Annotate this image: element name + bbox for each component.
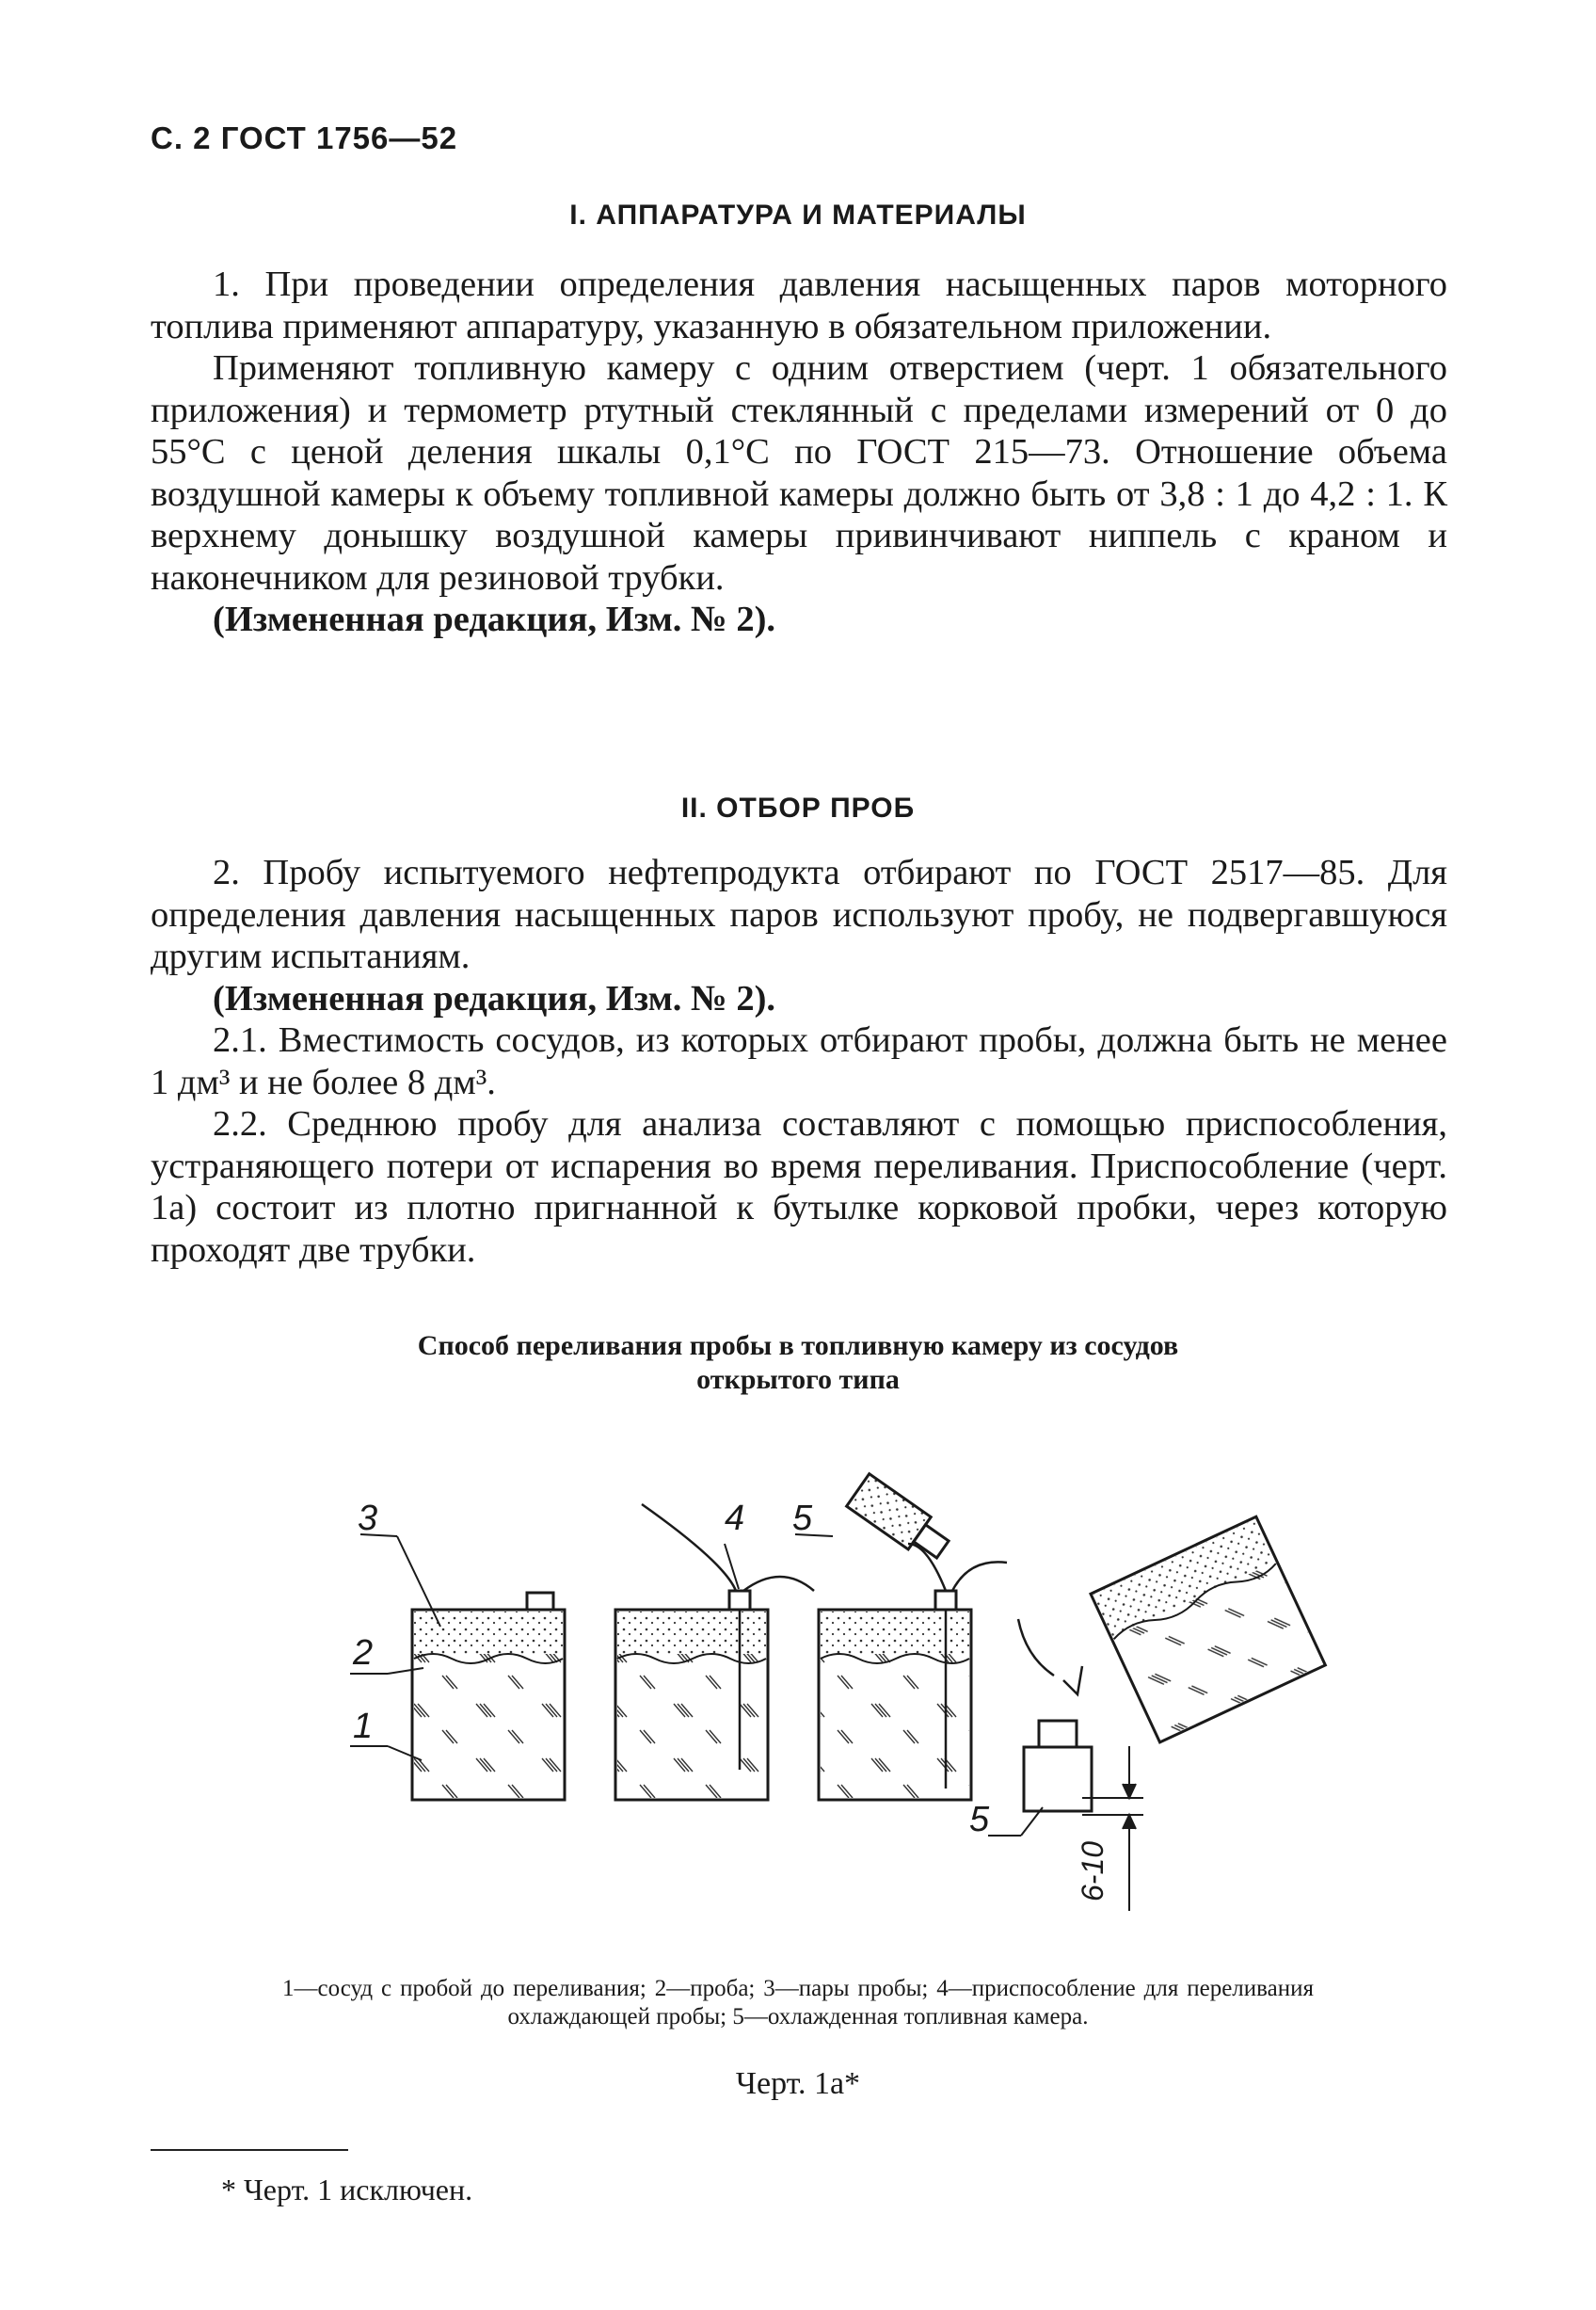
- section-title-apparatus: I. АППАРАТУРА И МАТЕРИАЛЫ: [569, 200, 1027, 231]
- vessel-1: [412, 1593, 565, 1800]
- figure-title-line-1: Способ переливания пробы в топливную камеру из сосудов: [417, 1330, 1179, 1361]
- label-1: 1: [353, 1707, 374, 1746]
- paragraph-2-1: 2.1. Вместимость сосудов, из которых отбирают пробы, должна быть не менее 1 дм³ и не более 8 дм³.: [151, 1020, 1447, 1102]
- figure-caption: 1—сосуд с пробой до переливания; 2—проба; 3—пары пробы; 4—приспособление для переливания охлаждающей пробы; 5—охлажденная топливная камера.: [282, 1976, 1314, 2029]
- label-4: 4: [725, 1499, 745, 1538]
- label-5-bottom: 5: [969, 1800, 990, 1839]
- figure-title-line-2: открытого типа: [696, 1364, 900, 1395]
- footnote: * Черт. 1 исключен.: [221, 2173, 473, 2206]
- vessel-3: [819, 1474, 1007, 1800]
- tilted-vessel: [1091, 1516, 1325, 1742]
- label-3: 3: [358, 1499, 378, 1538]
- label-2: 2: [353, 1633, 374, 1673]
- section-apparatus-body: [151, 264, 1447, 641]
- figure-label: Черт. 1а*: [735, 2066, 861, 2101]
- section-sampling-body: [151, 852, 1447, 1271]
- section-title-sampling: II. ОТБОР ПРОБ: [680, 793, 916, 824]
- cooled-chamber-top: [847, 1474, 954, 1565]
- pouring-diagram: [0, 1450, 1596, 1939]
- connector-tube: [1063, 1666, 1082, 1694]
- paragraph-2: 2. Пробу испытуемого нефтепродукта отбирают по ГОСТ 2517—85. Для определения давления насыщенных паров используют пробу, не подвергавшуюся другим испытаниям.: [151, 853, 1447, 976]
- paragraph-1: 1. При проведении определения давления насыщенных паров моторного топлива применяют аппаратуру, указанную в обязательном приложении.: [151, 265, 1447, 346]
- label-5-top: 5: [792, 1499, 813, 1538]
- dimension-label: 6-10: [1076, 1840, 1109, 1901]
- amendment-note: (Измененная редакция, Изм. № 2).: [213, 600, 776, 639]
- page-header: С. 2 ГОСТ 1756—52: [151, 120, 458, 155]
- amendment-note: (Измененная редакция, Изм. № 2).: [213, 978, 776, 1019]
- vessel-2: [615, 1504, 814, 1800]
- cooled-chamber: [1024, 1721, 1092, 1811]
- paragraph-2-2: 2.2. Среднюю пробу для анализа составляют с помощью приспособления, устраняющего потери от испарения во время переливания. Приспособление (черт. 1а) состоит из плотно пригнанной к бутылке корковой пробки, через которую проходят две трубки.: [151, 1104, 1447, 1270]
- figure-title: [0, 1329, 1596, 1397]
- footnote-divider: [151, 2149, 348, 2151]
- paragraph-1-apparatus: Применяют топливную камеру с одним отверстием (черт. 1 обязательного приложения) и термометр ртутный стеклянный с пределами измерений от 0 до 55°С с ценой деления шкалы 0,1°С по ГОСТ 215—73. Отношение объема воздушной камеры к объему топливной камеры должно быть от 3,8 : 1 до 4,2 : 1. К верхнему донышку воздушной камеры привинчивают ниппель с краном и наконечником для резиновой трубки.: [151, 348, 1447, 598]
